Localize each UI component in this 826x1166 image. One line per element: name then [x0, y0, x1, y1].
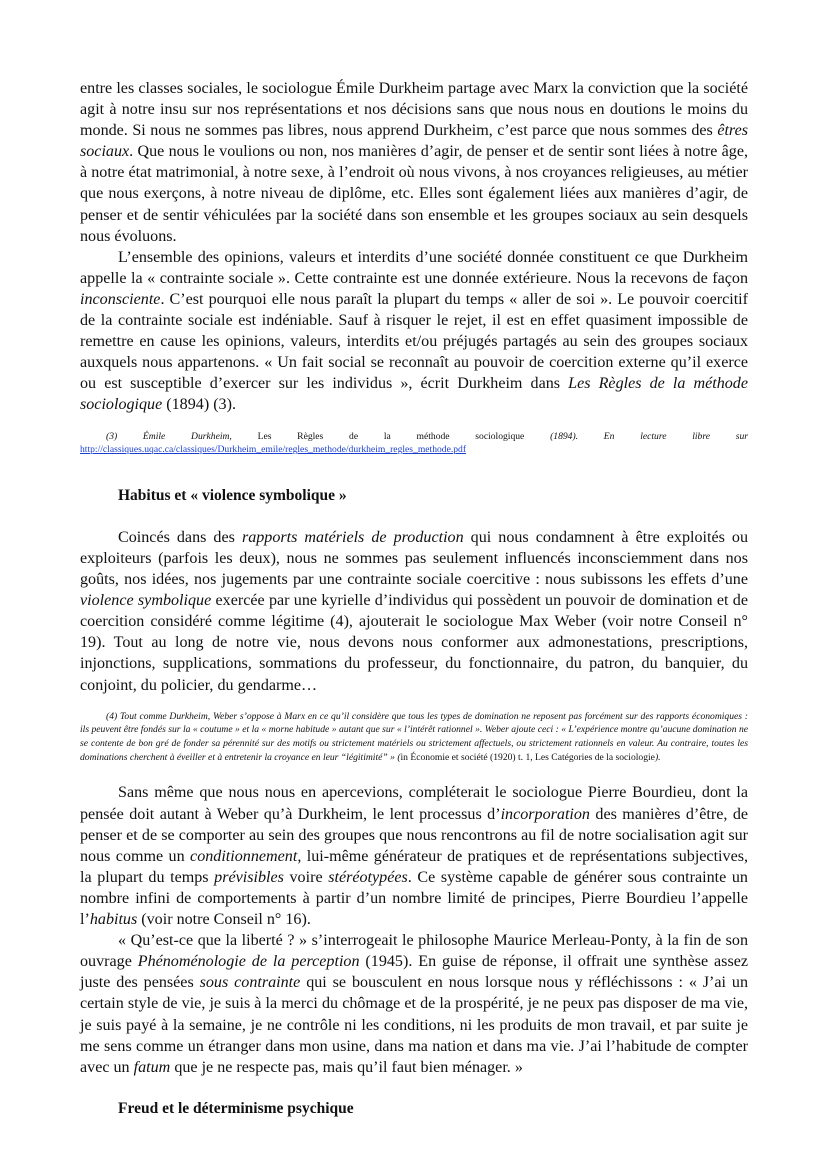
- footnote-3-link[interactable]: http://classiques.uqac.ca/classiques/Durkheim_emile/regles_methode/durkheim_regles_methode.pdf: [80, 444, 467, 456]
- paragraph-bourdieu-habitus: Sans même que nous nous en apercevions, compléterait le sociologue Pierre Bourdieu, dont la pensée doit autant à Weber qu’à Durkheim, le lent processus d’incorporation des manières d’être, de penser et de se comporter au sein des groupes que nous rencontrons au fil de notre socialisation agit sur nous comme un conditionnement, lui-même générateur de pratiques et de représentations subjectives, la plupart du temps prévisibles voire stéréotypées. Ce système capable de générer sous contrainte un nombre infini de comportements à partir d’un nombre limité de principes, Pierre Bourdieu l’appelle l’habitus (voir notre Conseil n° 16).: [80, 784, 749, 929]
- paragraph-merleau-ponty: « Qu’est-ce que la liberté ? » s’interrogeait le philosophe Maurice Merleau-Ponty, à la fin de son ouvrage Phénoménologie de la perception (1945). En guise de réponse, il offrait une synthèse assez juste des pensées sous contrainte qui se bousculent en nous lorsque nous y réfléchissons : « J’ai un certain style de vie, je suis à la merci du chômage et de la prospérité, je ne peux pas disposer de ma vie, je suis payé à la semaine, je ne contrôle ni les conditions, ni les produits de mon travail, et par suite je me sens comme un étranger dans mon usine, dans ma nation et dans ma vie. J’ai l’habitude de compter avec un fatum que je ne respecte pas, mais qu’il faut bien ménager. »: [80, 932, 749, 1076]
- footnote-3: (3) Émile Durkheim, Les Règles de la méthode sociologique (1894). En lecture libre sur http://classiques.uqac.ca/classiques/Durkheim_emile/regles_methode/durkheim_regles_methode.pdf: [80, 430, 749, 456]
- section-heading-freud: Freud et le déterminisme psychique: [118, 1099, 354, 1117]
- paragraph-violence-symbolique: Coincés dans des rapports matériels de production qui nous condamnent à être exploités ou exploiteurs (parfois les deux), nous ne sommes pas seulement influencés inconsciemment dans nos goûts, nos idées, nos jugements par une contrainte sociale coercitive : nous subissons les effets d’une violence symbolique exercée par une kyrielle d’individus qui possèdent un pouvoir de domination et de coercition considéré comme légitime (4), ajouterait le sociologue Max Weber (voir notre Conseil n° 19). Tout au long de notre vie, nous devons nous conformer aux admonestations, prescriptions, injonctions, supplications, sommations du professeur, du fonctionnaire, du patron, du banquier, du conjoint, du policier, du gendarme…: [80, 528, 749, 694]
- document-page: [80, 78, 748, 1118]
- paragraph-durkheim-intro: entre les classes sociales, le sociologue Émile Durkheim partage avec Marx la conviction que la société agit à notre insu sur nos représentations et nos décisions sans que nous nous en doutions le moins du monde. Si nous ne sommes pas libres, nous apprend Durkheim, c’est parce que nous sommes des êtres sociaux. Que nous le voulions ou non, nos manières d’agir, de penser et de sentir sont liées à notre âge, à notre état matrimonial, à notre sexe, à l’endroit où nous vivons, à nos croyances religieuses, au métier que nous exerçons, à notre niveau de diplôme, etc. Elles sont également liées aux manières d’agir, de penser et de sentir véhiculées par la société dans son ensemble et les groupes sociaux au sein desquels nous évoluons.: [80, 80, 748, 245]
- section-heading-habitus: Habitus et « violence symbolique »: [118, 486, 347, 504]
- paragraph-contrainte-sociale: L’ensemble des opinions, valeurs et interdits d’une société donnée constituent ce que Durkheim appelle la « contrainte sociale ». Cette contrainte est une donnée extérieure. Nous la recevons de façon inconsciente. C’est pourquoi elle nous paraît la plupart du temps « aller de soi ». Le pouvoir coercitif de la contrainte sociale est indéniable. Sauf à risquer le rejet, il est en effet quasiment impossible de remettre en cause les opinions, valeurs, interdits et/ou préjugés partagés au sein des groupes sociaux auxquels nous appartenons. « Un fait social se reconnaît au pouvoir de coercition externe qu’il exerce ou est susceptible d’exercer sur les individus », écrit Durkheim dans Les Règles de la méthode sociologique (1894) (3).: [80, 248, 749, 414]
- footnote-4: (4) Tout comme Durkheim, Weber s’oppose à Marx en ce qu’il considère que tous les types de domination ne reposent pas forcément sur des rapports économiques : ils peuvent être fondés sur la « coutume » et la « morne habitude » autant que sur « l’intérêt rationnel ». Weber ajoute ceci : « L’expérience montre qu’aucune domination ne se contente de bon gré de fonder sa pérennité sur des motifs ou strictement matériels ou strictement affectuels, ou strictement rationnels en valeur. Au contraire, toutes les dominations cherchent à éveiller et à entretenir la croyance en leur “légitimité” » (in Économie et société (1920) t. 1, Les Catégories de la sociologie).: [80, 710, 748, 763]
